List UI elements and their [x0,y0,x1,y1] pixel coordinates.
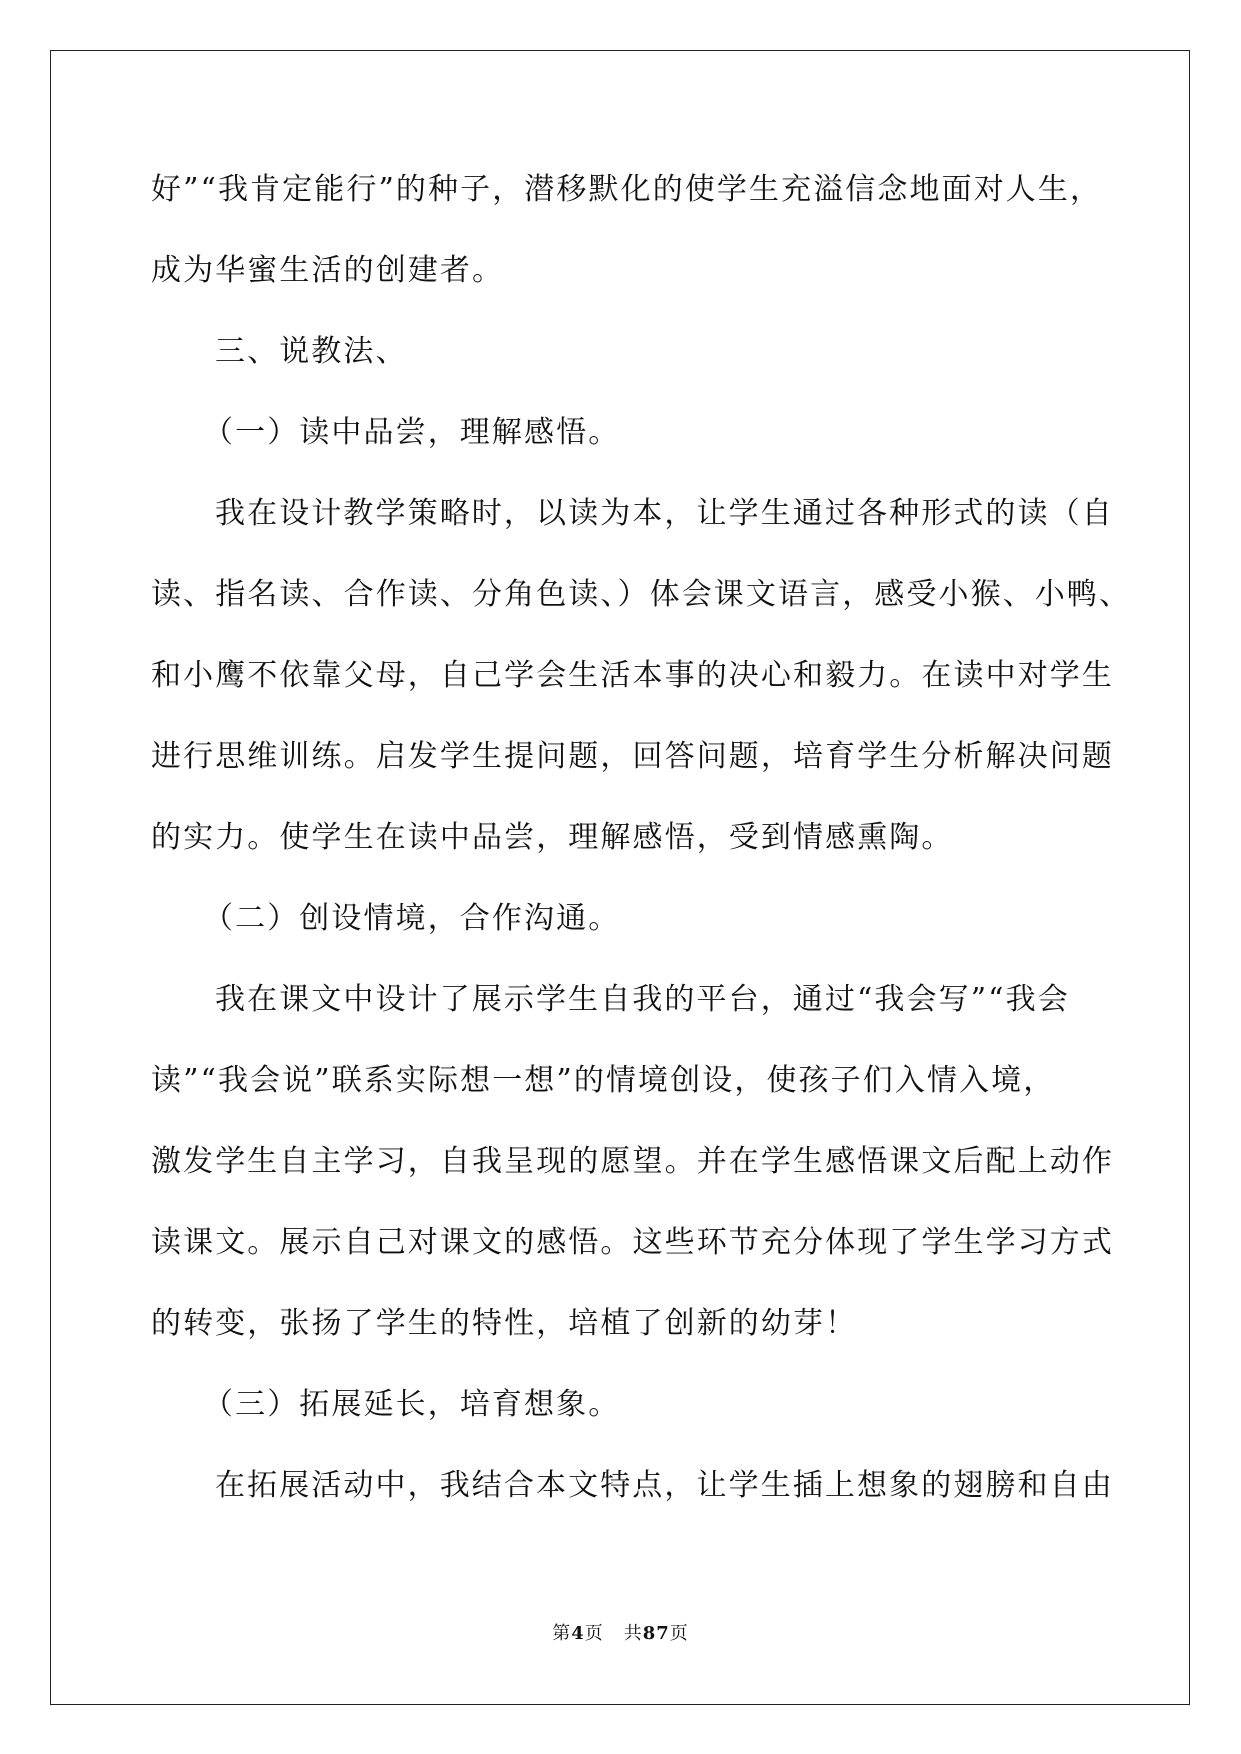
subsection-heading: （二）创设情境，合作沟通。 [203,901,621,936]
paragraph-line: 成为华蜜生活的创建者。 [151,253,505,288]
paragraph-line: 好”“我肯定能行”的种子，潜移默化的使学生充溢信念地面对人生， [151,172,1103,207]
paragraph-line: 读课文。展示自己对课文的感悟。这些环节充分体现了学生学习方式 [151,1225,1114,1260]
paragraph-line: 进行思维训练。启发学生提问题，回答问题，培育学生分析解决问题 [151,739,1114,774]
subsection-heading: （一）读中品尝，理解感悟。 [203,415,621,450]
paragraph-line: 激发学生自主学习，自我呈现的愿望。并在学生感悟课文后配上动作 [151,1144,1114,1179]
paragraph-line: 读、指名读、合作读、分角色读、）体会课文语言，感受小猴、小鸭、 [151,577,1132,612]
document-body [151,162,1132,1539]
paragraph-line: 和小鹰不依靠父母，自己学会生活本事的决心和毅力。在读中对学生 [151,658,1114,693]
paragraph-line: 在拓展活动中，我结合本文特点，让学生插上想象的翅膀和自由 [215,1468,1114,1503]
paragraph-line: 我在课文中设计了展示学生自我的平台，通过“我会写”“我会 [215,982,1070,1017]
total-suffix: 页 [669,1623,689,1644]
subsection-heading: （三）拓展延长，培育想象。 [203,1387,621,1422]
paragraph-line: 的转变，张扬了学生的特性，培植了创新的幼芽！ [151,1306,858,1341]
page-number: 4 [571,1623,585,1644]
page-suffix: 页 [584,1623,604,1644]
paragraph-line: 的实力。使学生在读中品尝，理解感悟，受到情感熏陶。 [151,820,954,855]
section-heading: 三、说教法、 [215,334,408,369]
page-prefix: 第 [552,1623,572,1644]
page-total: 87 [642,1623,670,1644]
page-footer [0,1622,1241,1646]
paragraph-line: 我在设计教学策略时，以读为本，让学生通过各种形式的读（自 [215,496,1114,531]
paragraph-line: 读”“我会说”联系实际想一想”的情境创设，使孩子们入情入境， [151,1063,1056,1098]
total-prefix: 共 [623,1623,643,1644]
